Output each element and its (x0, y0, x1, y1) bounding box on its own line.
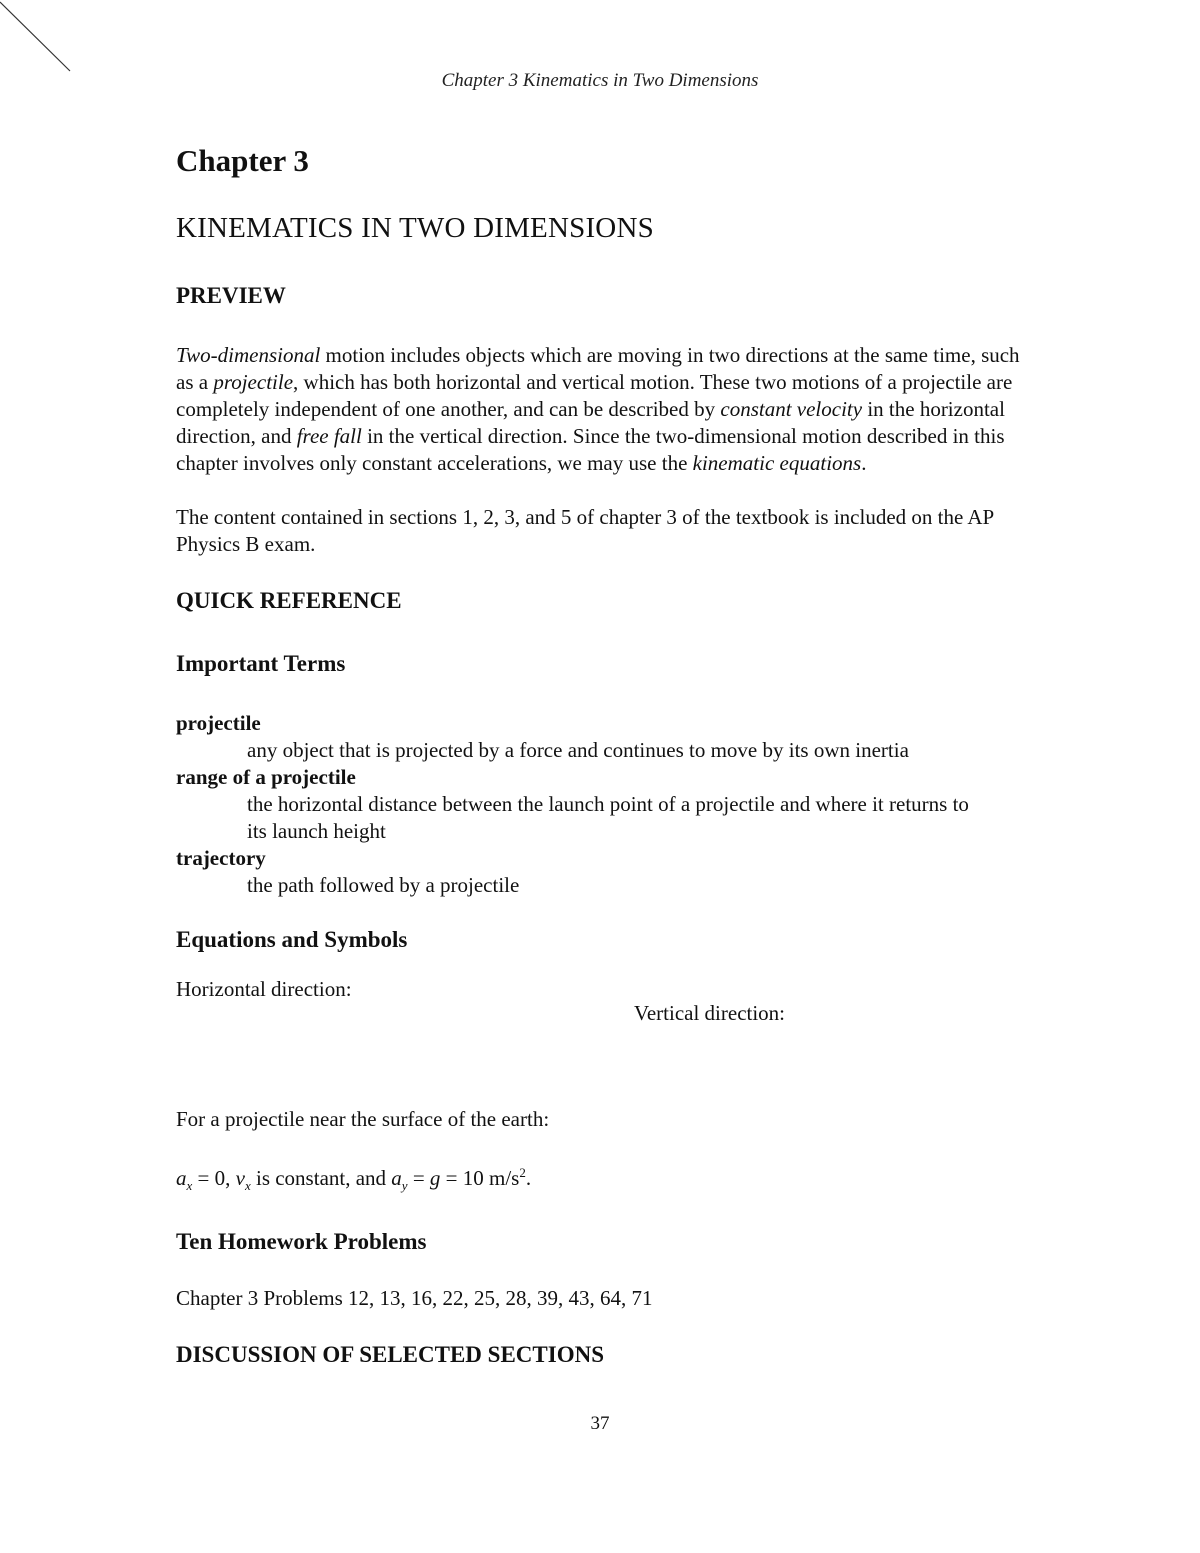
term-projectile: projectile (213, 370, 294, 394)
chapter-title: KINEMATICS IN TWO DIMENSIONS (176, 212, 654, 244)
homework-heading: Ten Homework Problems (176, 1229, 427, 1255)
term-two-dimensional: Two-dimensional (176, 343, 321, 367)
running-head: Chapter 3 Kinematics in Two Dimensions (441, 70, 759, 91)
preview-heading: PREVIEW (176, 283, 286, 308)
discussion-heading: DISCUSSION OF SELECTED SECTIONS (176, 1342, 604, 1368)
exam-note-paragraph: The content contained in sections 1, 2, 3, and 5 of chapter 3 of the textbook is included on the AP Physics B exam. (176, 505, 994, 556)
term-kinematic-equations: kinematic equations (692, 451, 862, 475)
term-constant-velocity: constant velocity (720, 397, 863, 421)
horizontal-direction-label: Horizontal direction: (176, 977, 352, 1001)
chapter-label: Chapter 3 (176, 143, 309, 178)
term-name: range of a projectile (176, 765, 356, 789)
quick-reference-heading: QUICK REFERENCE (176, 588, 402, 613)
term-free-fall: free fall (296, 424, 362, 448)
preview-paragraph: Two-dimensional motion includes objects which are moving in two directions at the same time, such as a projectile, which has both horizontal and vertical motion. These two motions of a projectile are completely independent of one another, and can be described by constant velocity in the horizontal direction, and free fall in the vertical direction. Since the two-dimensional motion described in this chapter involves only constant accelerations, we may use the kinematic equations. (176, 343, 1020, 475)
page-content (176, 138, 1036, 1371)
term-definition: the path followed by a projectile (247, 873, 520, 897)
near-earth-statement: For a projectile near the surface of the earth: (176, 1107, 550, 1131)
acceleration-statement: $a_x = 0$, $v_x$ is constant, and $a_y = g = 10$ $m/s^2$. (176, 1165, 532, 1194)
term-definition: any object that is projected by a force and continues to move by its own inertia (247, 738, 909, 762)
terms-list (176, 710, 1036, 899)
page-number: 37 (590, 1413, 610, 1434)
vertical-direction-label: Vertical direction: (634, 1001, 786, 1025)
homework-problems: Chapter 3 Problems 12, 13, 16, 22, 25, 28, 39, 43, 64, 71 (176, 1286, 653, 1311)
term-name: trajectory (176, 846, 266, 870)
corner-fold-line (0, 0, 80, 80)
term-name: projectile (176, 711, 261, 735)
important-terms-heading: Important Terms (176, 651, 346, 676)
term-definition: the horizontal distance between the launch point of a projectile and where it returns to its launch height (247, 792, 969, 843)
equations-area (176, 976, 1036, 1106)
equations-heading: Equations and Symbols (176, 927, 408, 952)
